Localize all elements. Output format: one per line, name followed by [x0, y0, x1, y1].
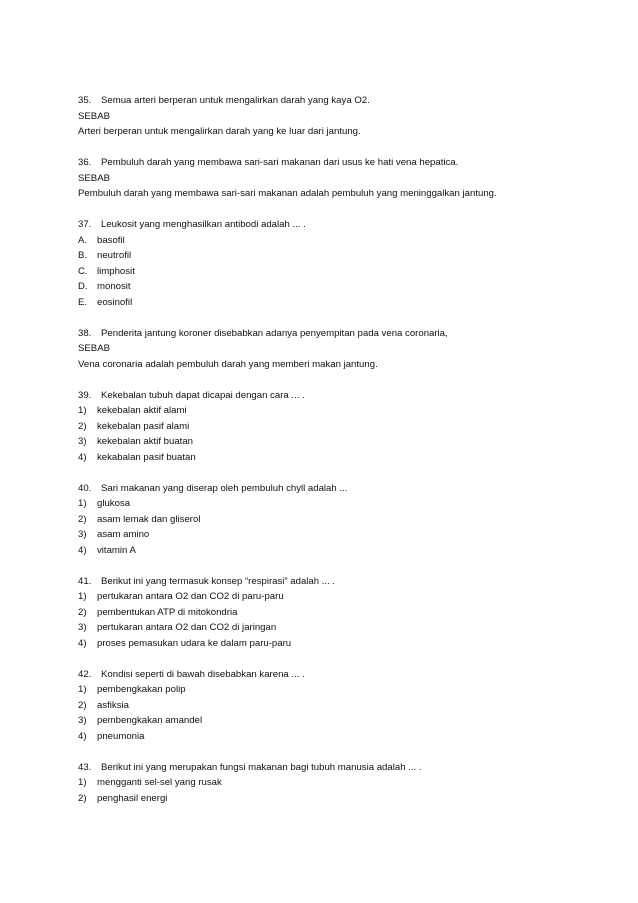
question-40	[78, 481, 618, 559]
answer-option-c	[78, 264, 618, 280]
answer-option-1	[78, 403, 618, 419]
option-label: D.	[78, 281, 88, 292]
document-page	[78, 93, 618, 822]
option-text: pembengkakan polip	[97, 684, 186, 695]
question-37	[78, 217, 618, 310]
option-text: neutrofil	[97, 250, 132, 261]
answer-option-2	[78, 698, 618, 714]
option-label: A.	[78, 234, 88, 246]
question-text: Kekebalan tubuh dapat dicapai dengan cara ... .	[101, 389, 305, 401]
option-label: 1)	[78, 684, 87, 695]
question-text: Berikut ini yang termasuk konsep “respirasi” adalah ... .	[101, 575, 336, 587]
option-label: 3)	[78, 436, 87, 447]
question-42	[78, 667, 618, 745]
option-label: 2)	[78, 699, 87, 711]
answer-option-e	[78, 295, 618, 311]
question-text: Kondisi seperti di bawah disebabkan karena ... .	[101, 668, 305, 680]
reason-text: Pembuluh darah yang membawa sari-sari makanan adalah pembuluh yang meninggalkan jantung.	[78, 188, 497, 199]
sebab-keyword: SEBAB	[78, 343, 110, 354]
question-number: 42.	[78, 668, 92, 680]
answer-option-d	[78, 279, 618, 295]
option-label: 1)	[78, 777, 87, 788]
option-label: 4)	[78, 451, 87, 463]
option-text: pneumonia	[97, 730, 145, 742]
answer-option-2	[78, 419, 618, 435]
question-stem	[78, 155, 618, 171]
sebab-keyword: SEBAB	[78, 110, 110, 122]
question-number: 38.	[78, 327, 92, 339]
question-text: Sari makanan yang diserap oleh pembuluh chyll adalah ...	[101, 482, 348, 494]
answer-option-1	[78, 496, 618, 512]
question-41	[78, 574, 618, 652]
answer-option-4	[78, 543, 618, 559]
option-text: kekabalan pasif buatan	[97, 451, 196, 463]
option-label: 1)	[78, 591, 87, 602]
option-label: 1)	[78, 498, 87, 509]
option-text: pertukaran antara O2 dan CO2 di jaringan	[97, 622, 277, 633]
question-text: Pembuluh darah yang membawa sari-sari makanan dari usus ke hati vena hepatica.	[101, 157, 459, 168]
answer-option-3	[78, 713, 618, 729]
answer-option-4	[78, 636, 618, 652]
question-stem	[78, 93, 618, 109]
question-number: 37.	[78, 219, 92, 230]
option-label: 2)	[78, 606, 87, 618]
option-text: mengganti sel-sel yang rusak	[97, 777, 222, 788]
question-text: Semua arteri berperan untuk mengalirkan darah yang kaya O2.	[101, 95, 370, 106]
question-number: 40.	[78, 482, 92, 494]
option-text: pembentukan ATP di mitokondria	[97, 606, 238, 618]
question-number: 35.	[78, 95, 92, 106]
option-label: E.	[78, 296, 88, 308]
answer-option-2	[78, 605, 618, 621]
question-number: 39.	[78, 389, 92, 401]
answer-option-3	[78, 527, 618, 543]
option-text: glukosa	[97, 498, 131, 509]
option-label: C.	[78, 265, 88, 277]
option-text: asam amino	[97, 529, 150, 540]
option-text: eosinofil	[97, 296, 133, 308]
answer-option-4	[78, 729, 618, 745]
option-text: penghasil energi	[97, 792, 168, 804]
option-label: 4)	[78, 730, 87, 742]
option-text: vitamin A	[97, 544, 136, 556]
option-label: 4)	[78, 544, 87, 556]
option-label: 3)	[78, 715, 87, 726]
question-stem	[78, 574, 618, 590]
answer-option-3	[78, 434, 618, 450]
reason-text: Arteri berperan untuk mengalirkan darah yang ke luar dari jantung.	[78, 126, 361, 137]
option-label: 2)	[78, 792, 87, 804]
option-label: 3)	[78, 529, 87, 540]
question-text: Penderita jantung koroner disebabkan adanya penyempitan pada vena coronaria,	[101, 327, 448, 339]
option-text: kekebalan pasif alami	[97, 420, 190, 432]
option-text: pertukaran antara O2 dan CO2 di paru-paru	[97, 591, 284, 602]
question-stem	[78, 760, 618, 776]
answer-option-3	[78, 620, 618, 636]
option-label: 1)	[78, 405, 87, 416]
option-label: 2)	[78, 420, 87, 432]
answer-option-1	[78, 775, 618, 791]
option-text: proses pemasukan udara ke dalam paru-paru	[97, 637, 292, 649]
question-stem	[78, 388, 618, 404]
option-text: monosit	[97, 281, 131, 292]
option-text: basofil	[97, 234, 125, 246]
question-36	[78, 155, 618, 202]
option-text: asam lemak dan gliserol	[97, 513, 201, 525]
answer-option-1	[78, 589, 618, 605]
answer-option-4	[78, 450, 618, 466]
option-label: 4)	[78, 637, 87, 649]
option-label: 2)	[78, 513, 87, 525]
question-stem	[78, 217, 618, 233]
sebab-keyword: SEBAB	[78, 172, 110, 184]
question-39	[78, 388, 618, 466]
question-text: Berikut ini yang merupakan fungsi makanan bagi tubuh manusia adalah ... .	[101, 761, 422, 773]
option-label: 3)	[78, 622, 87, 633]
question-text: Leukosit yang menghasilkan antibodi adalah ... .	[101, 219, 306, 230]
question-35	[78, 93, 618, 140]
answer-option-a	[78, 233, 618, 249]
option-text: kekebalan aktif alami	[97, 405, 187, 416]
question-number: 41.	[78, 575, 92, 587]
question-38	[78, 326, 618, 373]
answer-option-b	[78, 248, 618, 264]
option-text: pembengkakan amandel	[97, 715, 203, 726]
question-number: 36.	[78, 157, 92, 168]
answer-option-1	[78, 682, 618, 698]
answer-option-2	[78, 791, 618, 807]
question-stem	[78, 326, 618, 342]
reason-text: Vena coronaria adalah pembuluh darah yang memberi makan jantung.	[78, 358, 378, 370]
question-stem	[78, 667, 618, 683]
question-43	[78, 760, 618, 807]
answer-option-2	[78, 512, 618, 528]
question-stem	[78, 481, 618, 497]
option-text: kekebalan aktif buatan	[97, 436, 194, 447]
option-text: asfiksia	[97, 699, 129, 711]
option-text: limphosit	[97, 265, 135, 277]
question-number: 43.	[78, 761, 92, 773]
option-label: B.	[78, 250, 88, 261]
